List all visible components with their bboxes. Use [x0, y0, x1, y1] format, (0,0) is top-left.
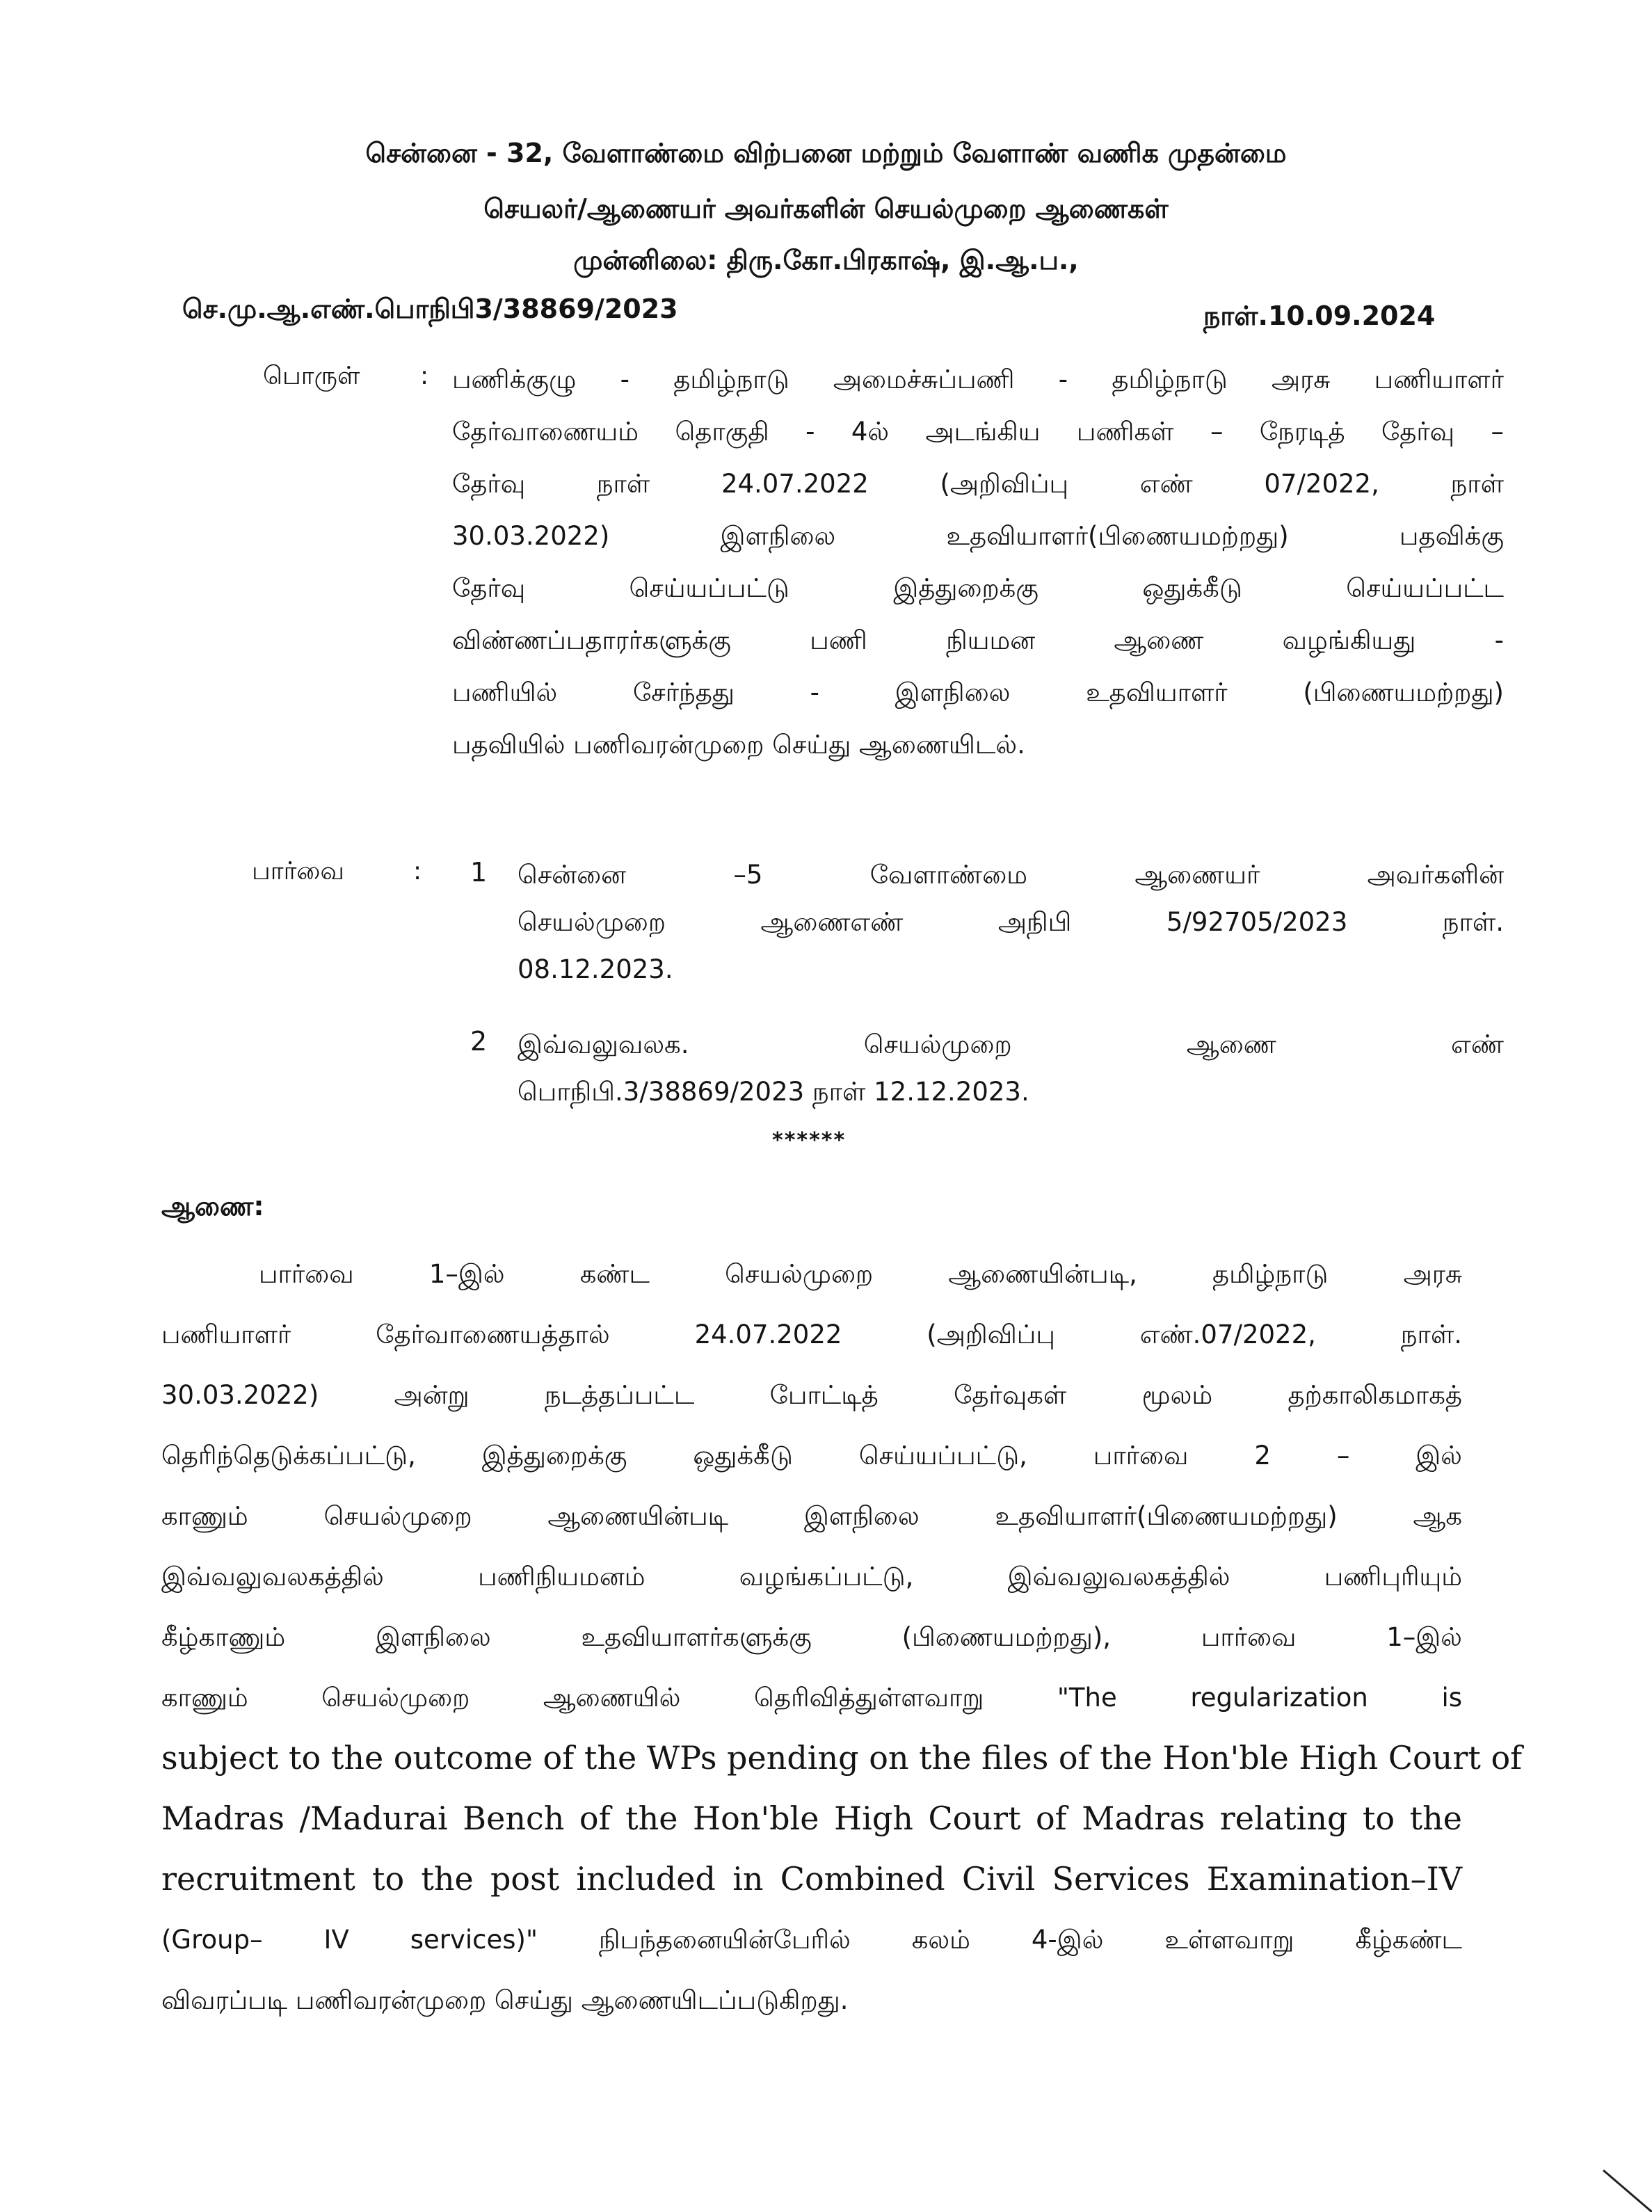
reference-line: செயல்முறை ஆணைஎண் அநிபி 5/92705/2023 நாள்.: [518, 907, 1504, 937]
page-fold-mark: [1569, 2129, 1652, 2212]
references-label: பார்வை: [252, 857, 344, 885]
order-line: பார்வை 1–இல் கண்ட செயல்முறை ஆணையின்படி, தமிழ்நாடு அரசு: [259, 1259, 1462, 1289]
reference-line: பொநிபி.3/38869/2023 நாள் 12.12.2023.: [518, 1077, 1029, 1107]
order-line: கீழ்காணும் இளநிலை உதவியாளர்களுக்கு (பிணையமற்றது), பார்வை 1–இல்: [161, 1622, 1462, 1652]
subject-line: பணியில் சேர்ந்தது - இளநிலை உதவியாளர் (பிணையமற்றது): [452, 678, 1504, 707]
subject-line: விண்ணப்பதாரர்களுக்கு பணி நியமன ஆணை வழங்கியது -: [452, 625, 1504, 655]
order-line: தெரிந்தெடுக்கப்பட்டு, இத்துறைக்கு ஒதுக்கீடு செய்யப்பட்டு, பார்வை 2 – இல்: [161, 1441, 1462, 1470]
subject-line: தேர்வு செய்யப்பட்டு இத்துறைக்கு ஒதுக்கீடு செய்யப்பட்ட: [452, 573, 1504, 603]
subject-label: பொருள்: [263, 362, 360, 390]
header-line-3: முன்னிலை: திரு.கோ.பிரகாஷ், இ.ஆ.ப.,: [573, 245, 1079, 275]
order-date: நாள்.10.09.2024: [1203, 300, 1436, 331]
order-line: காணும் செயல்முறை ஆணையின்படி இளநிலை உதவியாளர்(பிணையமற்றது) ஆக: [161, 1501, 1462, 1531]
order-line: இவ்வலுவலகத்தில் பணிநியமனம் வழங்கப்பட்டு, இவ்வலுவலகத்தில் பணிபுரியும்: [161, 1562, 1462, 1592]
references-colon: :: [413, 857, 422, 885]
reference-line: இவ்வலுவலக. செயல்முறை ஆணை எண்: [518, 1029, 1504, 1059]
order-line: பணியாளர் தேர்வாணையத்தால் 24.07.2022 (அறிவிப்பு எண்.07/2022, நாள்.: [161, 1320, 1462, 1349]
section-separator: ******: [772, 1128, 847, 1153]
subject-line: பதவியில் பணிவரன்முறை செய்து ஆணையிடல்.: [452, 730, 1025, 760]
subject-line: தேர்வு நாள் 24.07.2022 (அறிவிப்பு எண் 07/2022, நாள்: [452, 469, 1504, 499]
subject-text: [452, 353, 1504, 771]
order-line: recruitment to the post included in Combined Civil Services Examination–IV: [161, 1860, 1462, 1898]
header-line-1: சென்னை - 32, வேளாண்மை விற்பனை மற்றும் வேளாண் வணிக முதன்மை: [365, 138, 1287, 168]
header-line-2: செயலர்/ஆணையர் அவர்களின் செயல்முறை ஆணைகள்: [483, 193, 1169, 224]
reference-2-text: [518, 1021, 1504, 1116]
reference-1-text: [518, 851, 1504, 993]
order-line: விவரப்படி பணிவரன்முறை செய்து ஆணையிடப்படுகிறது.: [161, 1985, 849, 2015]
order-line: subject to the outcome of the WPs pending on the files of the Hon'ble High Court of: [161, 1739, 1523, 1777]
subject-colon: :: [420, 362, 429, 390]
order-title: ஆணை:: [161, 1191, 264, 1221]
subject-line: 30.03.2022) இளநிலை உதவியாளர்(பிணையமற்றது) பதவிக்கு: [452, 521, 1504, 551]
subject-line: பணிக்குழு - தமிழ்நாடு அமைச்சுப்பணி - தமிழ்நாடு அரசு பணியாளர்: [452, 364, 1504, 394]
file-number: செ.மு.ஆ.எண்.பொநிபி3/38869/2023: [182, 294, 678, 324]
order-paragraph: [161, 1244, 1523, 2030]
subject-line: தேர்வாணையம் தொகுதி - 4ல் அடங்கிய பணிகள் – நேரடித் தேர்வு –: [452, 417, 1504, 447]
reference-line: 08.12.2023.: [518, 954, 673, 984]
order-line: (Group– IV services)" நிபந்தனையின்பேரில் கலம் 4-இல் உள்ளவாறு கீழ்கண்ட: [161, 1925, 1462, 1955]
reference-line: சென்னை –5 வேளாண்மை ஆணையர் அவர்களின்: [518, 860, 1504, 890]
order-line: காணும் செயல்முறை ஆணையில் தெரிவித்துள்ளவாறு "The regularization is: [161, 1683, 1462, 1713]
order-line: Madras /Madurai Bench of the Hon'ble High Court of Madras relating to the: [161, 1800, 1462, 1837]
reference-number-2: 2: [470, 1026, 488, 1057]
order-line: 30.03.2022) அன்று நடத்தப்பட்ட போட்டித் தேர்வுகள் மூலம் தற்காலிகமாகத்: [161, 1380, 1462, 1410]
reference-number-1: 1: [470, 857, 488, 888]
